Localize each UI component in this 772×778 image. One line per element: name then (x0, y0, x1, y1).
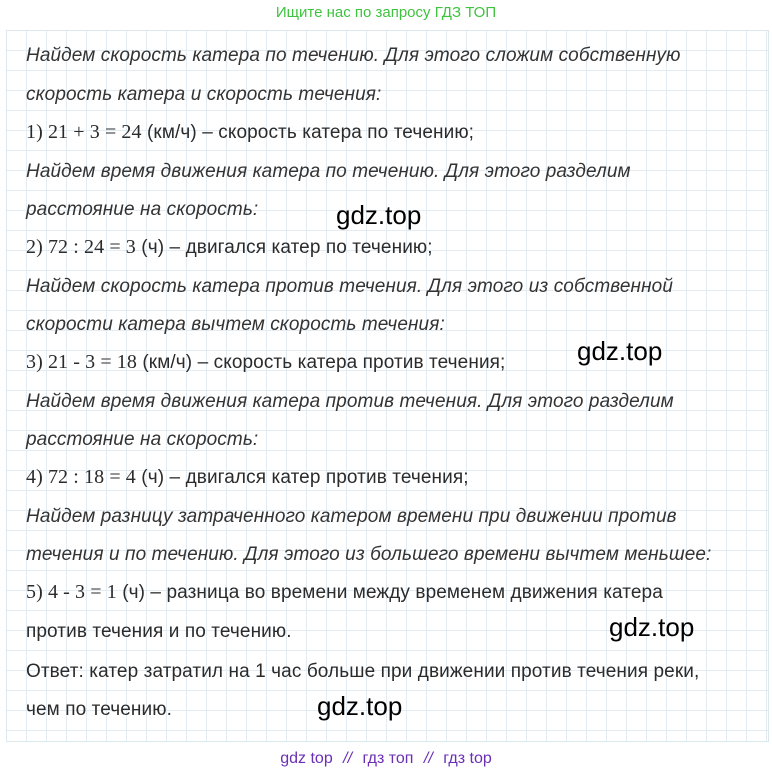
solution-line-13: Найдем разницу затраченного катером времени при движении против (26, 506, 677, 527)
step-5-text: (ч) – разница во времени между временем движения катера (116, 582, 663, 603)
step-5 (26, 581, 663, 604)
step-3 (26, 351, 505, 374)
footer-link-gdz-top[interactable]: gdz top (280, 750, 333, 767)
answer-line-1: Ответ: катер затратил на 1 час больше при движении против течения реки, (26, 661, 700, 682)
footer-link-gdz-top-mixed[interactable]: гдз top (443, 750, 492, 767)
solution-line-1: Найдем скорость катера по течению. Для этого сложим собственную (26, 45, 681, 66)
step-2 (26, 236, 433, 259)
solution-line-14: течения и по течению. Для этого из большего времени вычтем меньшее: (26, 544, 712, 565)
footer-separator: // (423, 750, 433, 767)
watermark: gdz.top (336, 200, 422, 230)
solution-line-16: против течения и по течению. (26, 621, 292, 642)
solution-line-11: расстояние на скорость: (26, 429, 259, 450)
step-1-text: (км/ч) – скорость катера по течению; (141, 122, 475, 143)
solution-line-8: скорости катера вычтем скорость течения: (26, 314, 445, 335)
step-1-expression: 1) 21 + 3 = 24 (26, 121, 142, 143)
solution-line-5: расстояние на скорость: (26, 199, 259, 220)
answer-line-2: чем по течению. (26, 699, 172, 720)
solution-line-10: Найдем время движения катера против течения. Для этого разделим (26, 391, 674, 412)
step-2-text: (ч) – двигался катер по течению; (135, 237, 433, 258)
footer-link-gdz-top-cyrillic[interactable]: гдз топ (362, 750, 414, 767)
step-4-expression: 4) 72 : 18 = 4 (26, 466, 136, 488)
step-3-expression: 3) 21 - 3 = 18 (26, 351, 137, 373)
step-2-expression: 2) 72 : 24 = 3 (26, 236, 136, 258)
solution-line-4: Найдем время движения катера по течению. Для этого разделим (26, 161, 631, 182)
step-1 (26, 121, 474, 144)
watermark: gdz.top (317, 691, 403, 721)
watermark: gdz.top (577, 336, 663, 366)
step-5-expression: 5) 4 - 3 = 1 (26, 581, 117, 603)
footer-links (0, 750, 772, 768)
solution-line-2: скорость катера и скорость течения: (26, 84, 382, 105)
step-4-text: (ч) – двигался катер против течения; (135, 467, 469, 488)
step-4 (26, 466, 469, 489)
top-banner[interactable]: Ищите нас по запросу ГДЗ ТОП (275, 4, 497, 21)
watermark: gdz.top (609, 612, 695, 642)
step-3-text: (км/ч) – скорость катера против течения; (137, 352, 506, 373)
footer-separator: // (343, 750, 353, 767)
solution-line-7: Найдем скорость катера против течения. Для этого из собственной (26, 276, 673, 297)
